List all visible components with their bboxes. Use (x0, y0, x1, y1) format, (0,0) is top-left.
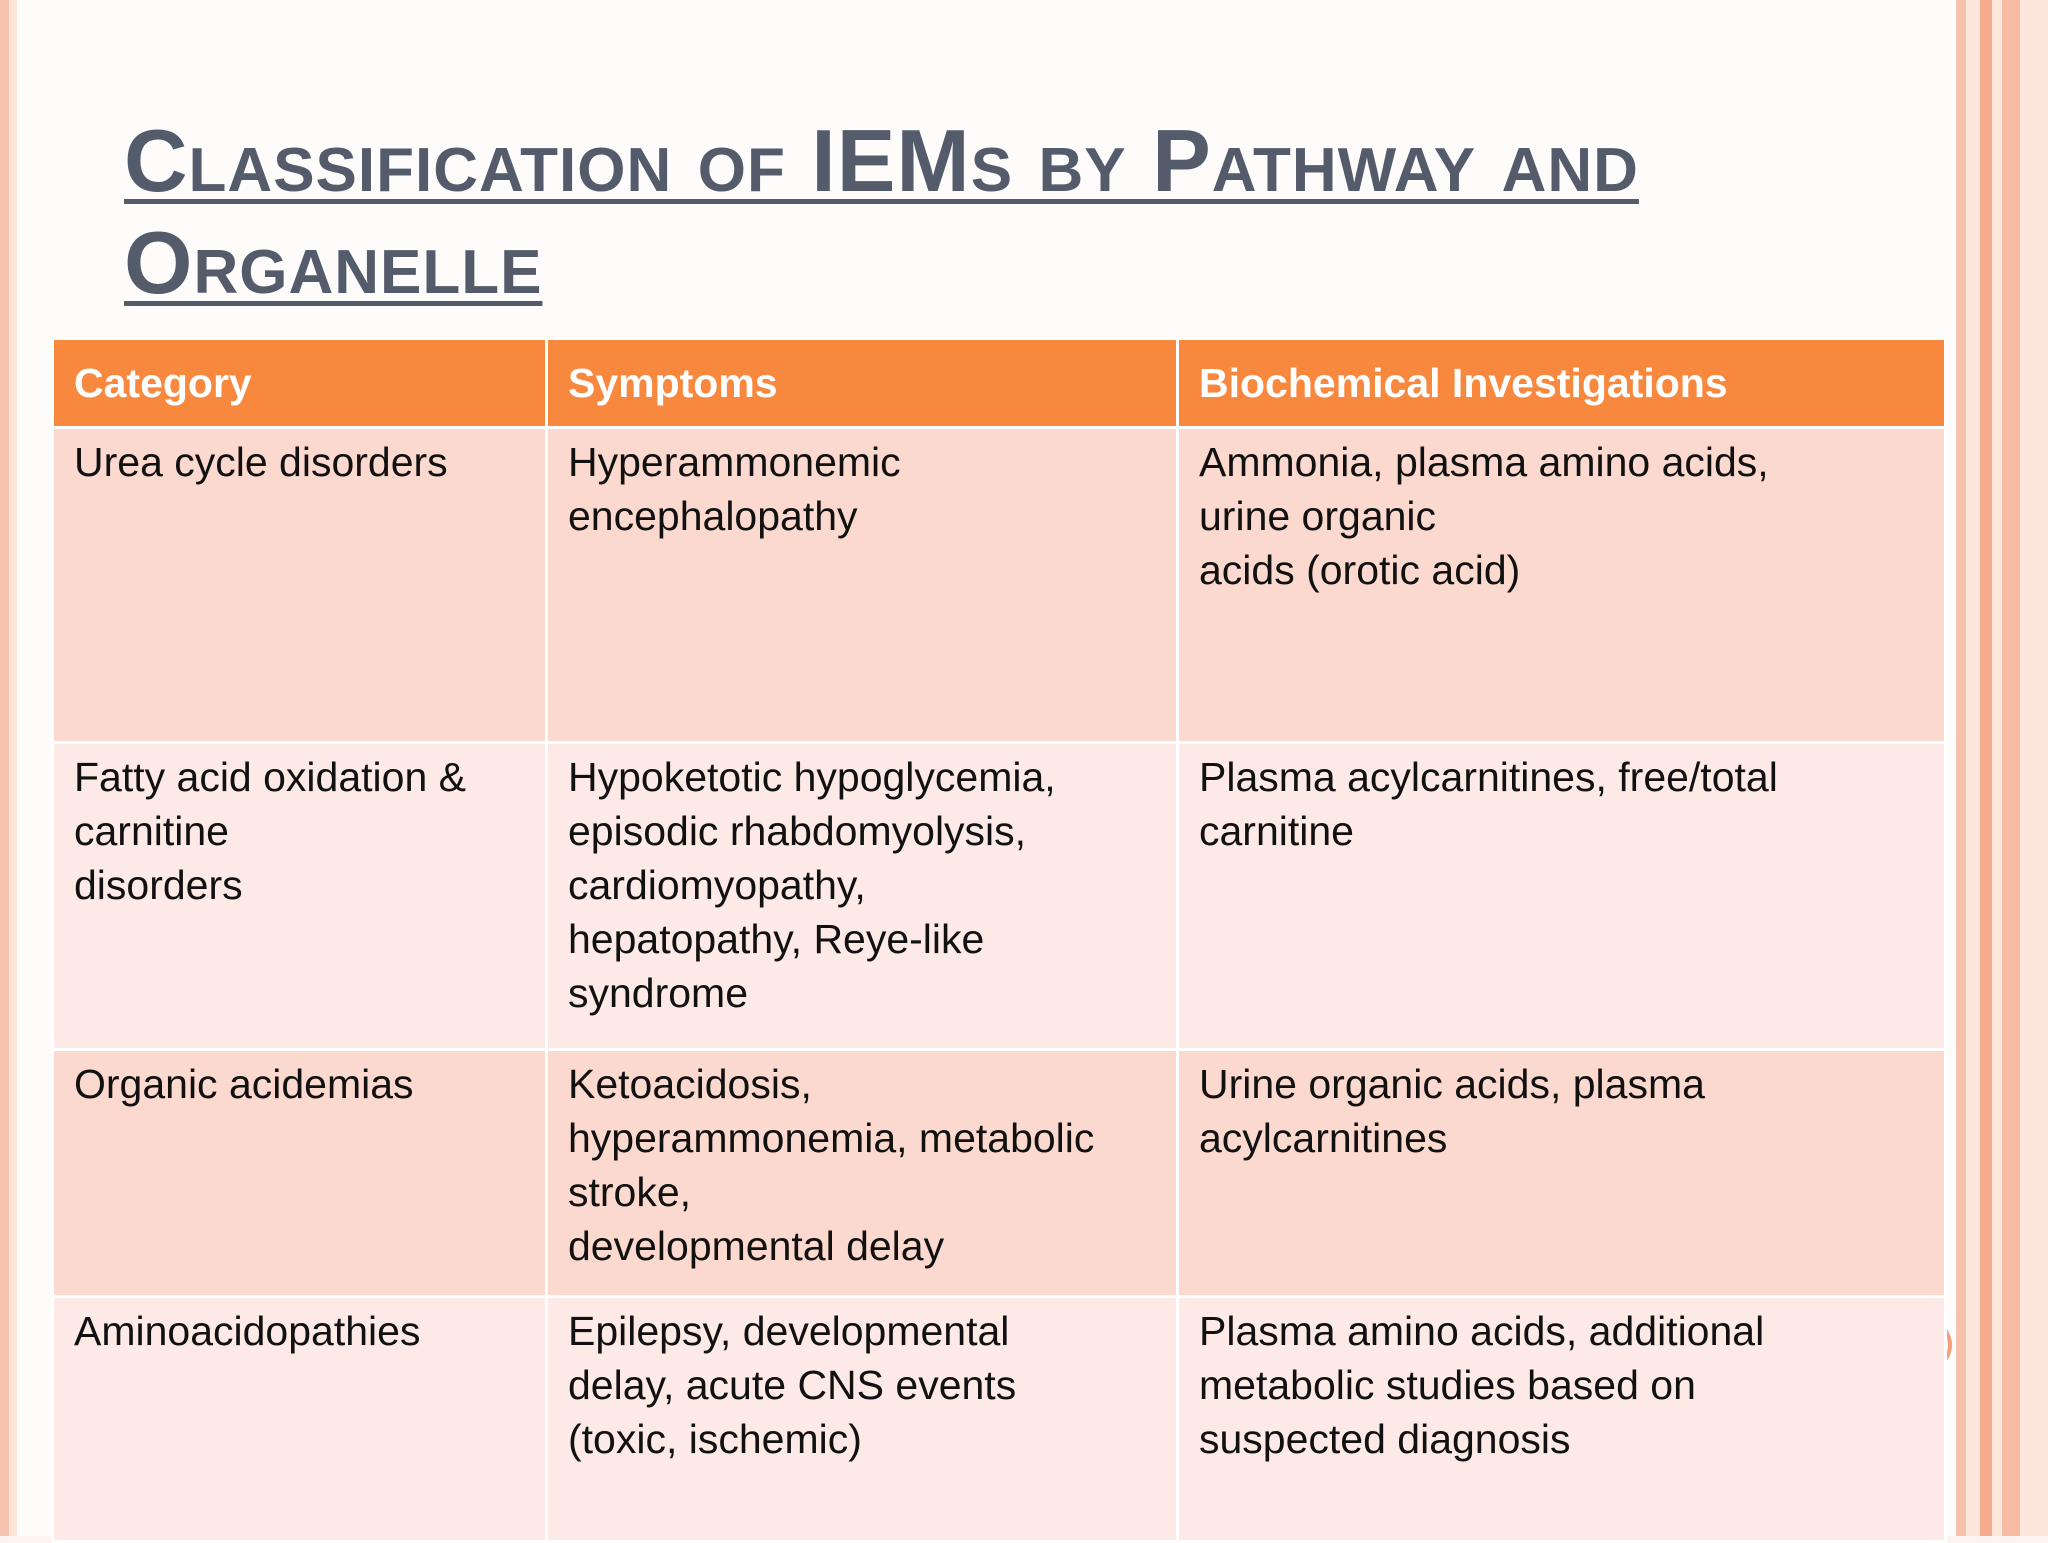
table-row (53, 1297, 1946, 1542)
cell-symptoms: Hypoketotic hypoglycemia, episodic rhabdomyolysis, cardiomyopathy, hepatopathy, Reye-like syndrome (547, 743, 1178, 1050)
cell-investigations: Urine organic acids, plasma acylcarnitines (1178, 1050, 1946, 1297)
table-row (53, 428, 1946, 743)
cell-category: Urea cycle disorders (53, 428, 547, 743)
cell-category: Organic acidemias (53, 1050, 547, 1297)
right-border-stripe (1980, 0, 1992, 1536)
left-border-stripe (0, 0, 9, 1536)
table-header-row (53, 340, 1946, 428)
table-row (53, 743, 1946, 1050)
right-border-stripe (1956, 0, 1966, 1536)
cell-investigations: Plasma amino acids, additional metabolic studies based on suspected diagnosis (1178, 1297, 1946, 1542)
table-row (53, 1050, 1946, 1297)
cell-investigations: Plasma acylcarnitines, free/total carnitine (1178, 743, 1946, 1050)
cell-investigations: Ammonia, plasma amino acids, urine organic acids (orotic acid) (1178, 428, 1946, 743)
right-border-stripe (2020, 0, 2048, 1536)
cell-symptoms: Hyperammonemic encephalopathy (547, 428, 1178, 743)
right-border-stripe (2002, 0, 2020, 1536)
slide-title: Classification of IEMs by Pathway and Organelle (124, 111, 1639, 312)
header-symptoms: Symptoms (547, 340, 1178, 428)
right-border-stripe (1992, 0, 2002, 1536)
cell-category: Fatty acid oxidation & carnitine disorders (53, 743, 547, 1050)
left-border-stripe-inner (9, 0, 17, 1536)
cell-symptoms: Ketoacidosis, hyperammonemia, metabolic stroke, developmental delay (547, 1050, 1178, 1297)
cell-category: Aminoacidopathies (53, 1297, 547, 1542)
cell-symptoms: Epilepsy, developmental delay, acute CNS events (toxic, ischemic) (547, 1297, 1178, 1542)
right-border-stripe (1966, 0, 1980, 1536)
iem-classification-table (51, 340, 1947, 1543)
header-category: Category (53, 340, 547, 428)
header-biochemical-investigations: Biochemical Investigations (1178, 340, 1946, 428)
